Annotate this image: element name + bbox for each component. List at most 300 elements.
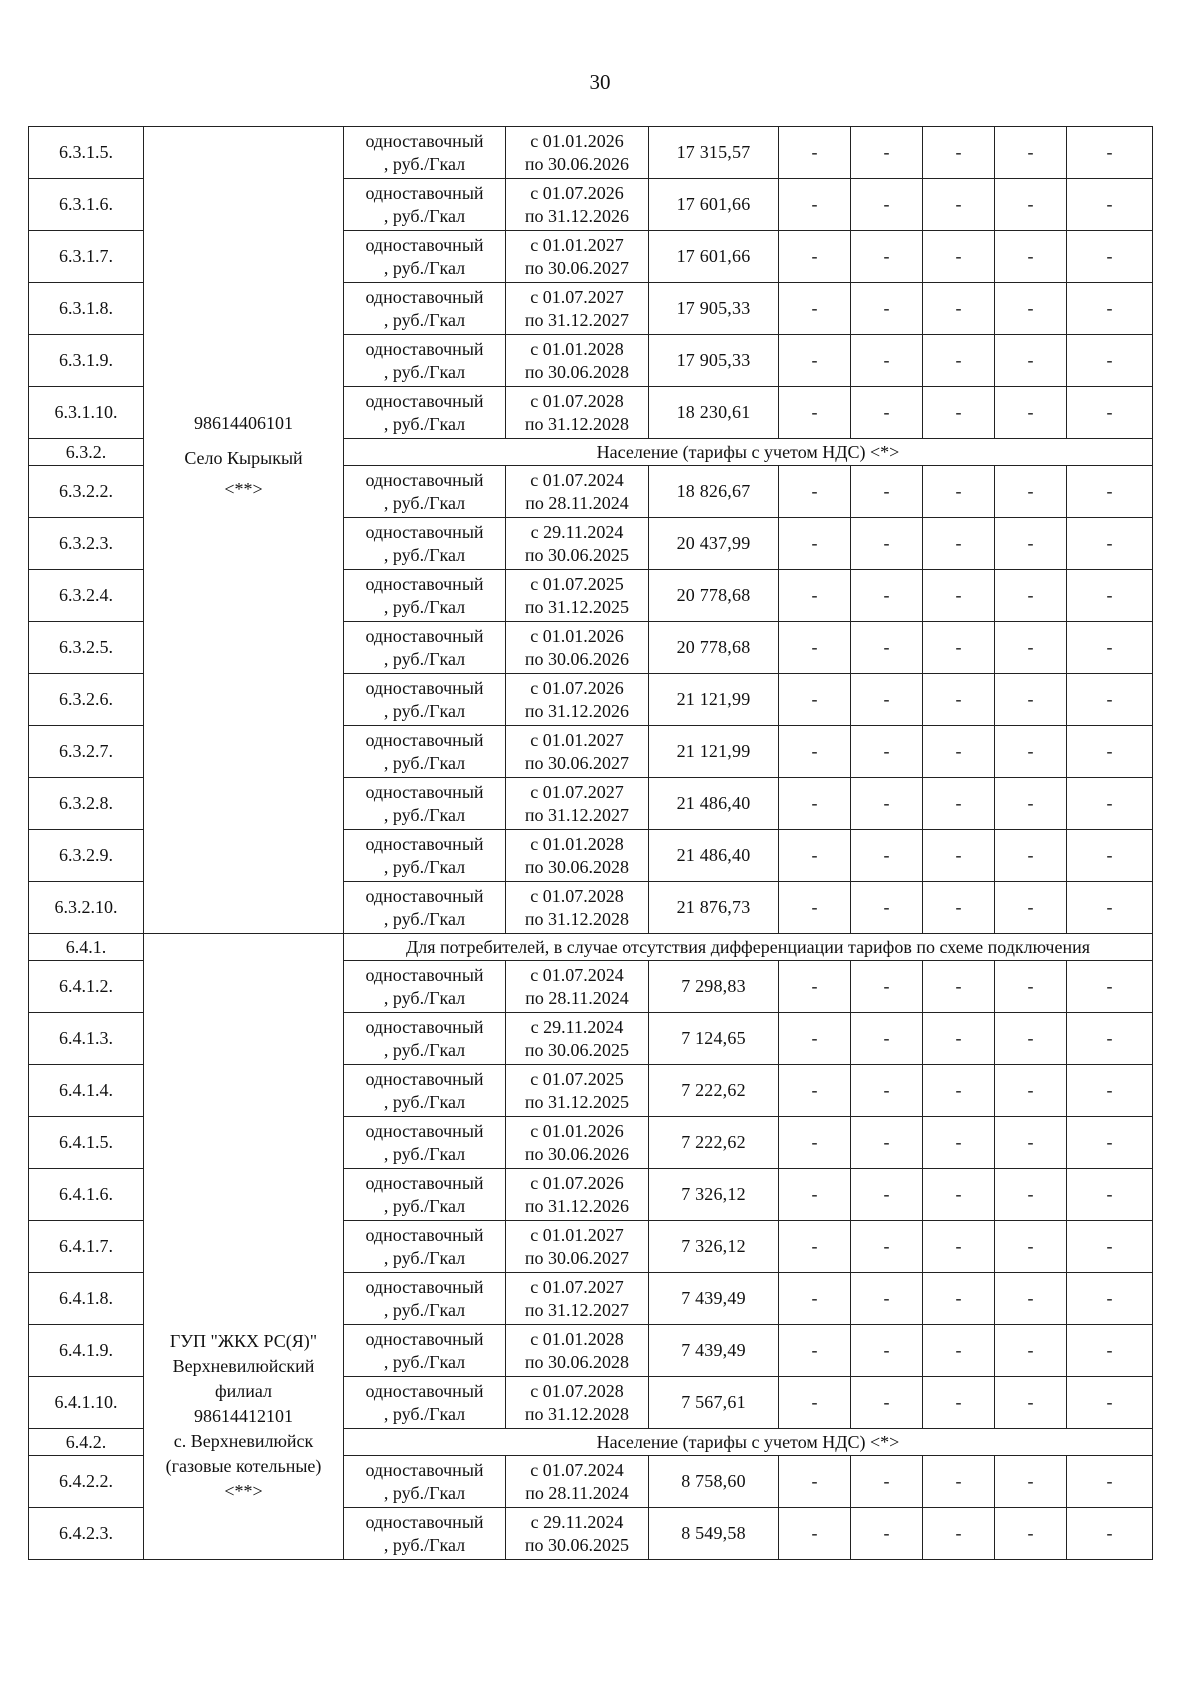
empty-value: - — [995, 1221, 1067, 1273]
period — [506, 778, 649, 830]
tariff-type-line: , руб./Гкал — [383, 804, 466, 825]
period-from: с 01.07.2028 — [530, 1380, 624, 1401]
organization-line: Село Кырыкый — [184, 448, 303, 468]
tariff-type — [344, 1508, 506, 1560]
row-number: 6.4.1. — [29, 934, 144, 961]
section-title: Население (тарифы с учетом НДС) <*> — [344, 439, 1153, 466]
tariff-value: 7 222,62 — [649, 1065, 779, 1117]
period-to: по 31.12.2028 — [524, 413, 630, 434]
tariff-type — [344, 387, 506, 439]
tariff-type-line: одноставочный — [365, 677, 484, 698]
section-title: Для потребителей, в случае отсутствия дифференциации тарифов по схеме подключения — [344, 934, 1153, 961]
organization-line: Верхневилюйский — [172, 1356, 315, 1376]
tariff-type-line: одноставочный — [365, 781, 484, 802]
tariff-value: 7 439,49 — [649, 1325, 779, 1377]
empty-value: - — [1067, 674, 1153, 726]
empty-value: - — [923, 1221, 995, 1273]
empty-value: - — [851, 961, 923, 1013]
tariff-value: 17 601,66 — [649, 231, 779, 283]
period-to: по 30.06.2026 — [524, 153, 630, 174]
empty-value: - — [923, 570, 995, 622]
row-number: 6.3.2.10. — [29, 882, 144, 934]
empty-value: - — [851, 127, 923, 179]
tariff-value: 18 230,61 — [649, 387, 779, 439]
row-number: 6.4.1.10. — [29, 1377, 144, 1429]
tariff-type — [344, 1169, 506, 1221]
row-number: 6.4.1.8. — [29, 1273, 144, 1325]
tariff-value: 20 437,99 — [649, 518, 779, 570]
tariff-type-line: одноставочный — [365, 130, 484, 151]
tariff-type-line: , руб./Гкал — [383, 1039, 466, 1060]
empty-value: - — [923, 778, 995, 830]
empty-value: - — [995, 387, 1067, 439]
row-number: 6.3.1.5. — [29, 127, 144, 179]
empty-value: - — [923, 466, 995, 518]
empty-value: - — [779, 674, 851, 726]
period — [506, 1377, 649, 1429]
empty-value: - — [1067, 335, 1153, 387]
tariff-value: 17 315,57 — [649, 127, 779, 179]
period-from: с 01.07.2025 — [530, 573, 624, 594]
empty-value: - — [779, 466, 851, 518]
empty-value: - — [851, 179, 923, 231]
tariff-type-line: , руб./Гкал — [383, 1247, 466, 1268]
empty-value: - — [779, 1117, 851, 1169]
tariff-type-line: , руб./Гкал — [383, 1482, 466, 1503]
tariff-type-line: , руб./Гкал — [383, 1195, 466, 1216]
tariff-type — [344, 283, 506, 335]
tariff-type-line: одноставочный — [365, 1172, 484, 1193]
tariff-value: 21 876,73 — [649, 882, 779, 934]
period-to: по 30.06.2027 — [524, 752, 630, 773]
period-to: по 30.06.2026 — [524, 1143, 630, 1164]
tariff-type — [344, 335, 506, 387]
period — [506, 231, 649, 283]
tariff-value: 7 298,83 — [649, 961, 779, 1013]
period-to: по 31.12.2027 — [524, 804, 630, 825]
period — [506, 335, 649, 387]
empty-value: - — [1067, 570, 1153, 622]
empty-value: - — [779, 1273, 851, 1325]
tariff-type-line: , руб./Гкал — [383, 596, 466, 617]
empty-value: - — [779, 387, 851, 439]
period-from: с 01.07.2026 — [530, 182, 624, 203]
period — [506, 179, 649, 231]
empty-value: - — [995, 127, 1067, 179]
tariff-type — [344, 674, 506, 726]
period — [506, 961, 649, 1013]
period-from: с 01.01.2026 — [530, 625, 624, 646]
period — [506, 570, 649, 622]
empty-value: - — [779, 231, 851, 283]
tariff-value: 7 326,12 — [649, 1221, 779, 1273]
period-to: по 28.11.2024 — [525, 492, 629, 513]
empty-value: - — [923, 1456, 995, 1508]
empty-value: - — [1067, 1273, 1153, 1325]
empty-value: - — [995, 1325, 1067, 1377]
empty-value: - — [1067, 127, 1153, 179]
tariff-value: 20 778,68 — [649, 622, 779, 674]
empty-value: - — [851, 622, 923, 674]
period-to: по 31.12.2027 — [524, 309, 630, 330]
tariff-value: 17 601,66 — [649, 179, 779, 231]
empty-value: - — [851, 387, 923, 439]
tariff-type-line: , руб./Гкал — [383, 1403, 466, 1424]
empty-value: - — [779, 283, 851, 335]
empty-value: - — [923, 1117, 995, 1169]
tariff-type-line: , руб./Гкал — [383, 752, 466, 773]
period — [506, 283, 649, 335]
period — [506, 518, 649, 570]
empty-value: - — [923, 622, 995, 674]
period-to: по 30.06.2028 — [524, 856, 630, 877]
tariff-type-line: , руб./Гкал — [383, 492, 466, 513]
tariff-type-line: одноставочный — [365, 573, 484, 594]
empty-value: - — [1067, 1065, 1153, 1117]
period-from: с 01.01.2028 — [530, 833, 624, 854]
empty-value: - — [1067, 961, 1153, 1013]
tariff-type — [344, 622, 506, 674]
tariff-value: 7 124,65 — [649, 1013, 779, 1065]
empty-value: - — [1067, 1169, 1153, 1221]
empty-value: - — [779, 1065, 851, 1117]
empty-value: - — [1067, 1456, 1153, 1508]
tariff-value: 7 222,62 — [649, 1117, 779, 1169]
table-row — [29, 127, 1153, 179]
tariff-value: 7 326,12 — [649, 1169, 779, 1221]
tariff-type-line: одноставочный — [365, 390, 484, 411]
empty-value: - — [1067, 622, 1153, 674]
empty-value: - — [995, 1065, 1067, 1117]
row-number: 6.3.2.3. — [29, 518, 144, 570]
empty-value: - — [851, 674, 923, 726]
period — [506, 127, 649, 179]
empty-value: - — [995, 1169, 1067, 1221]
empty-value: - — [779, 570, 851, 622]
organization-text — [146, 1329, 341, 1504]
empty-value: - — [1067, 778, 1153, 830]
empty-value: - — [995, 283, 1067, 335]
empty-value: - — [995, 778, 1067, 830]
organization-line: <**> — [224, 1481, 263, 1501]
period-from: с 01.07.2028 — [530, 885, 624, 906]
row-number: 6.3.2.7. — [29, 726, 144, 778]
tariff-type-line: одноставочный — [365, 469, 484, 490]
period-to: по 31.12.2025 — [524, 596, 630, 617]
tariff-type — [344, 127, 506, 179]
empty-value: - — [923, 1325, 995, 1377]
organization-line: (газовые котельные) — [165, 1456, 322, 1476]
tariff-type-line: одноставочный — [365, 182, 484, 203]
empty-value: - — [923, 231, 995, 283]
tariff-type-line: , руб./Гкал — [383, 1143, 466, 1164]
empty-value: - — [851, 1117, 923, 1169]
empty-value: - — [923, 127, 995, 179]
row-number: 6.3.2.9. — [29, 830, 144, 882]
empty-value: - — [851, 466, 923, 518]
tariff-type — [344, 961, 506, 1013]
organization-line: 98614406101 — [194, 413, 293, 433]
empty-value: - — [779, 622, 851, 674]
tariff-type-line: , руб./Гкал — [383, 309, 466, 330]
period-from: с 29.11.2024 — [530, 1511, 624, 1532]
empty-value: - — [995, 1508, 1067, 1560]
row-number: 6.3.1.9. — [29, 335, 144, 387]
period — [506, 830, 649, 882]
empty-value: - — [779, 830, 851, 882]
period-to: по 31.12.2027 — [524, 1299, 630, 1320]
tariff-type — [344, 830, 506, 882]
period-from: с 01.01.2028 — [530, 338, 624, 359]
row-number: 6.4.1.2. — [29, 961, 144, 1013]
period-from: с 01.07.2028 — [530, 390, 624, 411]
period-to: по 31.12.2028 — [524, 908, 630, 929]
tariff-type-line: , руб./Гкал — [383, 648, 466, 669]
empty-value: - — [779, 1377, 851, 1429]
tariff-type-line: , руб./Гкал — [383, 1299, 466, 1320]
period-from: с 01.01.2027 — [530, 234, 624, 255]
tariff-type-line: одноставочный — [365, 833, 484, 854]
row-number: 6.3.1.7. — [29, 231, 144, 283]
tariff-type — [344, 1456, 506, 1508]
empty-value: - — [1067, 1508, 1153, 1560]
empty-value: - — [923, 518, 995, 570]
period-to: по 31.12.2026 — [524, 1195, 630, 1216]
period-to: по 30.06.2028 — [524, 1351, 630, 1372]
empty-value: - — [851, 1377, 923, 1429]
empty-value: - — [851, 830, 923, 882]
organization-line: <**> — [224, 479, 263, 499]
tariff-type-line: , руб./Гкал — [383, 413, 466, 434]
empty-value: - — [995, 335, 1067, 387]
empty-value: - — [851, 1273, 923, 1325]
period-from: с 01.07.2027 — [530, 286, 624, 307]
tariff-type-line: , руб./Гкал — [383, 1534, 466, 1555]
tariff-type-line: одноставочный — [365, 1016, 484, 1037]
period — [506, 466, 649, 518]
period-from: с 01.07.2026 — [530, 677, 624, 698]
organization-cell — [144, 934, 344, 1560]
period — [506, 1169, 649, 1221]
empty-value: - — [851, 518, 923, 570]
empty-value: - — [995, 726, 1067, 778]
tariff-type — [344, 518, 506, 570]
empty-value: - — [779, 518, 851, 570]
organization-line: 98614412101 — [194, 1406, 293, 1426]
empty-value: - — [851, 726, 923, 778]
empty-value: - — [779, 1508, 851, 1560]
period-from: с 29.11.2024 — [530, 521, 624, 542]
empty-value: - — [923, 1065, 995, 1117]
tariff-type-line: , руб./Гкал — [383, 361, 466, 382]
empty-value: - — [995, 1456, 1067, 1508]
empty-value: - — [779, 1325, 851, 1377]
period — [506, 1273, 649, 1325]
period — [506, 1221, 649, 1273]
tariff-type-line: одноставочный — [365, 338, 484, 359]
period-to: по 31.12.2026 — [524, 205, 630, 226]
empty-value: - — [1067, 1325, 1153, 1377]
row-number: 6.3.2.5. — [29, 622, 144, 674]
row-number: 6.4.1.3. — [29, 1013, 144, 1065]
organization-text — [146, 411, 341, 502]
tariff-type — [344, 466, 506, 518]
empty-value: - — [995, 674, 1067, 726]
period-from: с 01.07.2027 — [530, 781, 624, 802]
empty-value: - — [851, 1065, 923, 1117]
empty-value: - — [923, 179, 995, 231]
tariff-type-line: , руб./Гкал — [383, 1091, 466, 1112]
period-from: с 01.01.2026 — [530, 1120, 624, 1141]
tariff-type-line: одноставочный — [365, 1120, 484, 1141]
empty-value: - — [995, 1377, 1067, 1429]
tariff-type-line: , руб./Гкал — [383, 257, 466, 278]
tariff-type — [344, 1221, 506, 1273]
empty-value: - — [923, 335, 995, 387]
empty-value: - — [851, 570, 923, 622]
period — [506, 1325, 649, 1377]
organization-line: ГУП "ЖКХ РС(Я)" — [169, 1331, 318, 1351]
period-to: по 30.06.2025 — [524, 1039, 630, 1060]
empty-value: - — [779, 1221, 851, 1273]
row-number: 6.4.2.2. — [29, 1456, 144, 1508]
empty-value: - — [779, 726, 851, 778]
tariff-value: 21 121,99 — [649, 674, 779, 726]
tariff-type — [344, 778, 506, 830]
empty-value: - — [923, 674, 995, 726]
row-number: 6.4.2. — [29, 1429, 144, 1456]
tariff-type-line: одноставочный — [365, 885, 484, 906]
tariff-type — [344, 570, 506, 622]
tariff-type-line: одноставочный — [365, 729, 484, 750]
period-from: с 01.07.2024 — [530, 964, 624, 985]
empty-value: - — [923, 1169, 995, 1221]
empty-value: - — [1067, 1377, 1153, 1429]
empty-value: - — [851, 283, 923, 335]
empty-value: - — [851, 778, 923, 830]
empty-value: - — [779, 1169, 851, 1221]
period-to: по 30.06.2025 — [524, 1534, 630, 1555]
empty-value: - — [851, 335, 923, 387]
period-to: по 30.06.2028 — [524, 361, 630, 382]
tariff-value: 18 826,67 — [649, 466, 779, 518]
period-to: по 31.12.2026 — [524, 700, 630, 721]
tariff-type-line: одноставочный — [365, 964, 484, 985]
empty-value: - — [851, 231, 923, 283]
tariff-type — [344, 1065, 506, 1117]
empty-value: - — [923, 1377, 995, 1429]
tariff-type — [344, 1013, 506, 1065]
organization-line: с. Верхневилюйск — [173, 1431, 314, 1451]
period-from: с 01.01.2027 — [530, 729, 624, 750]
tariff-type — [344, 1117, 506, 1169]
row-number: 6.3.2.4. — [29, 570, 144, 622]
period — [506, 1065, 649, 1117]
period-from: с 01.07.2026 — [530, 1172, 624, 1193]
tariff-value: 17 905,33 — [649, 283, 779, 335]
period-to: по 31.12.2028 — [524, 1403, 630, 1424]
period-to: по 30.06.2026 — [524, 648, 630, 669]
tariff-type-line: , руб./Гкал — [383, 153, 466, 174]
tariff-type-line: одноставочный — [365, 1459, 484, 1480]
tariff-type — [344, 231, 506, 283]
tariff-type-line: одноставочный — [365, 1328, 484, 1349]
empty-value: - — [995, 1013, 1067, 1065]
period — [506, 1013, 649, 1065]
empty-value: - — [851, 1456, 923, 1508]
tariff-value: 20 778,68 — [649, 570, 779, 622]
empty-value: - — [995, 622, 1067, 674]
empty-value: - — [851, 882, 923, 934]
tariff-value: 8 549,58 — [649, 1508, 779, 1560]
empty-value: - — [923, 830, 995, 882]
period-to: по 31.12.2025 — [524, 1091, 630, 1112]
period-from: с 01.07.2027 — [530, 1276, 624, 1297]
tariff-type — [344, 882, 506, 934]
empty-value: - — [851, 1013, 923, 1065]
organization-line: филиал — [214, 1381, 273, 1401]
period — [506, 674, 649, 726]
tariff-type-line: одноставочный — [365, 1276, 484, 1297]
period-from: с 01.07.2025 — [530, 1068, 624, 1089]
row-number: 6.4.1.5. — [29, 1117, 144, 1169]
period-to: по 30.06.2027 — [524, 257, 630, 278]
empty-value: - — [851, 1221, 923, 1273]
row-number: 6.3.2.6. — [29, 674, 144, 726]
empty-value: - — [923, 882, 995, 934]
tariff-value: 8 758,60 — [649, 1456, 779, 1508]
empty-value: - — [995, 830, 1067, 882]
tariff-type — [344, 179, 506, 231]
empty-value: - — [779, 961, 851, 1013]
empty-value: - — [995, 882, 1067, 934]
row-number: 6.4.1.4. — [29, 1065, 144, 1117]
tariff-type-line: одноставочный — [365, 1068, 484, 1089]
period — [506, 882, 649, 934]
empty-value: - — [851, 1508, 923, 1560]
tariff-type — [344, 726, 506, 778]
empty-value: - — [851, 1169, 923, 1221]
page-number: 30 — [589, 70, 611, 94]
empty-value: - — [995, 1117, 1067, 1169]
period — [506, 1117, 649, 1169]
empty-value: - — [923, 1273, 995, 1325]
empty-value: - — [1067, 518, 1153, 570]
period-to: по 28.11.2024 — [525, 987, 629, 1008]
empty-value: - — [1067, 466, 1153, 518]
empty-value: - — [779, 335, 851, 387]
empty-value: - — [851, 1325, 923, 1377]
period-to: по 30.06.2027 — [524, 1247, 630, 1268]
empty-value: - — [1067, 179, 1153, 231]
empty-value: - — [923, 387, 995, 439]
tariff-type-line: , руб./Гкал — [383, 987, 466, 1008]
period-from: с 29.11.2024 — [530, 1016, 624, 1037]
empty-value: - — [1067, 830, 1153, 882]
empty-value: - — [779, 1013, 851, 1065]
tariff-type-line: , руб./Гкал — [383, 856, 466, 877]
empty-value: - — [995, 231, 1067, 283]
row-number: 6.4.1.7. — [29, 1221, 144, 1273]
empty-value: - — [995, 518, 1067, 570]
row-number: 6.3.1.8. — [29, 283, 144, 335]
row-number: 6.4.2.3. — [29, 1508, 144, 1560]
row-number: 6.4.1.6. — [29, 1169, 144, 1221]
tariff-type-line: одноставочный — [365, 1380, 484, 1401]
row-number: 6.3.1.6. — [29, 179, 144, 231]
empty-value: - — [995, 961, 1067, 1013]
empty-value: - — [779, 127, 851, 179]
